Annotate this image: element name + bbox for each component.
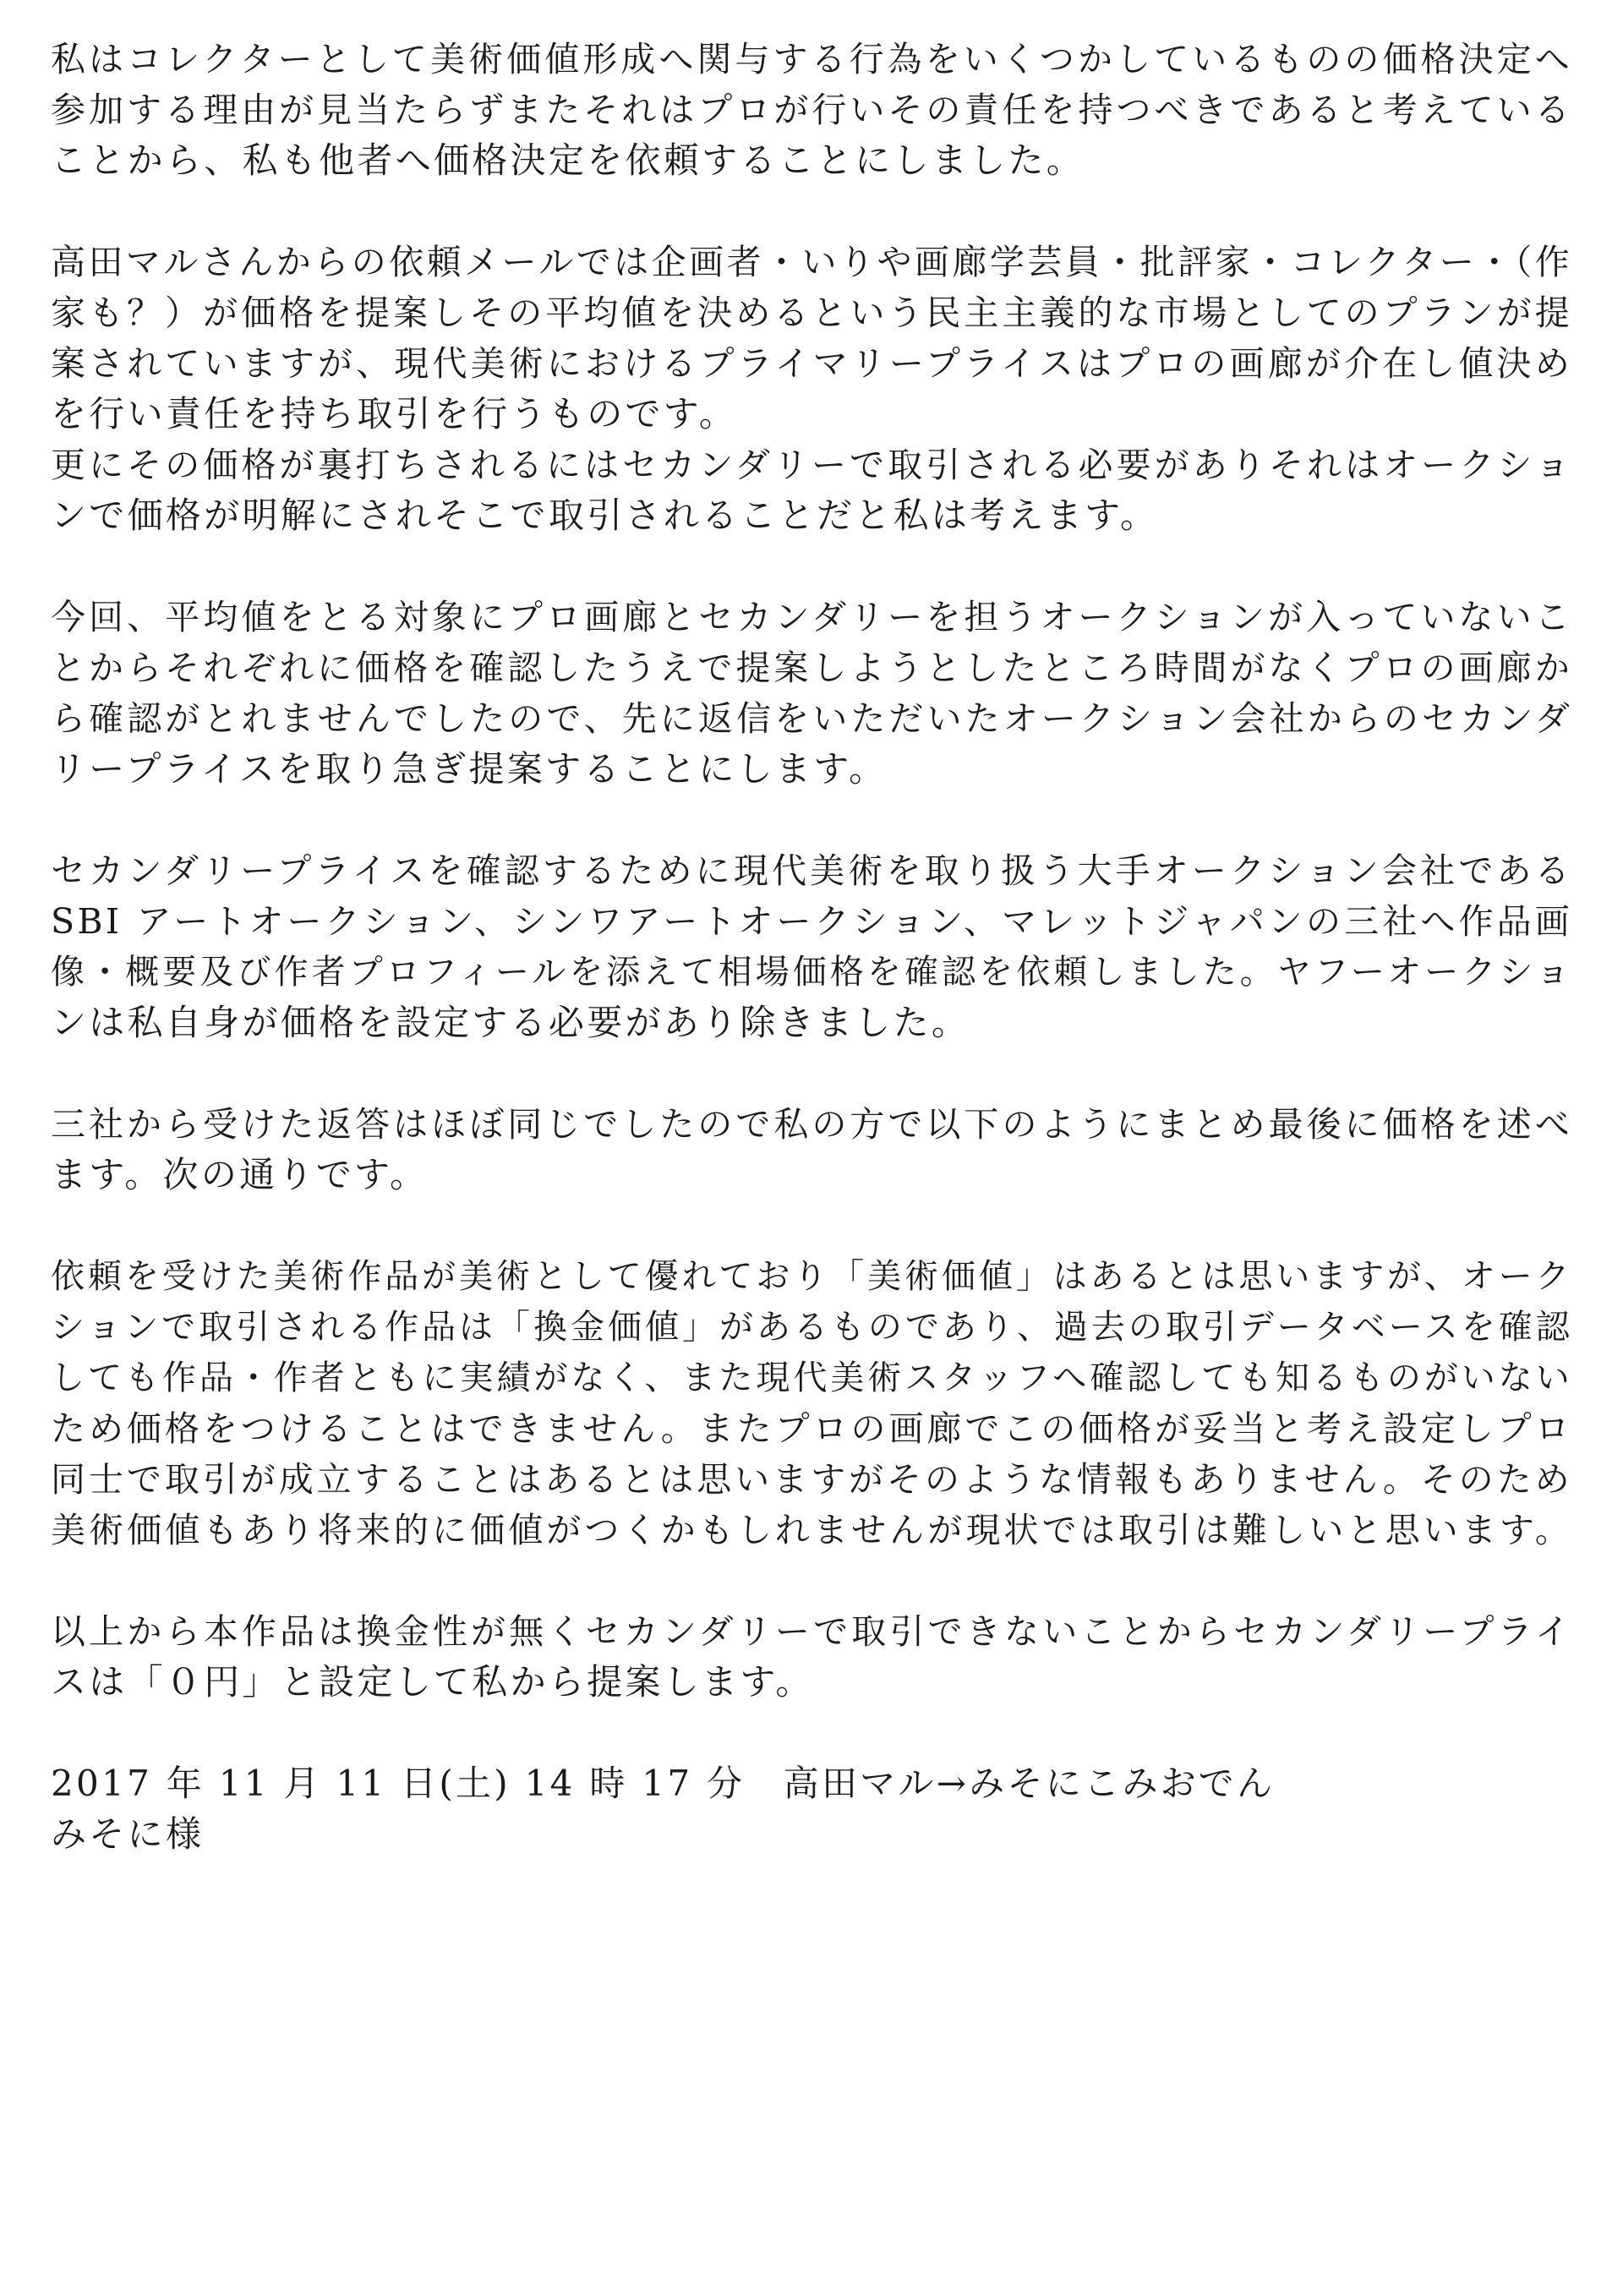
text-line: 美術価値もあり将来的に価値がつくかもしれませんが現状では取引は難しいと思います。 (51, 1510, 1572, 1550)
text-line: ます。次の通りです。 (51, 1154, 429, 1195)
text-line: 家も？）が価格を提案しその平均値を決めるという民主主義的な市場としてのプランが提 (51, 292, 1572, 333)
paragraph-gap (51, 541, 1572, 592)
text-line: スは「０円」と設定して私から提案します。 (51, 1661, 814, 1703)
text-line: 像・概要及び作者プロフィールを添えて相場価格を確認を依頼しました。ヤフーオークショ (51, 953, 1572, 992)
top-spacer (51, 0, 1572, 34)
text-line: リープライスを取り急ぎ提案することにします。 (51, 748, 888, 790)
text-line: 依頼を受けた美術作品が美術として優れており「美術価値」はあるとは思いますが、オーク (51, 1257, 1572, 1296)
text-line: 三社から受けた返答はほぼ同じでしたので私の方で以下のようにまとめ最後に価格を述べ (51, 1104, 1572, 1145)
paragraph-average-target (51, 592, 1572, 795)
paragraph-gap (51, 1555, 1572, 1606)
text-line: を行い責任を持ち取引を行うものです。 (51, 393, 738, 435)
paragraph-auction-answer (51, 1251, 1572, 1555)
paragraph-gap (51, 795, 1572, 845)
paragraph-gap (51, 1708, 1572, 1758)
text-line: しても作品・作者ともに実績がなく、また現代美術スタッフへ確認しても知るものがいない (51, 1358, 1572, 1397)
paragraph-auction-houses (51, 845, 1572, 1048)
mail-datetime-line: 2017 年 11 月 11 日(土) 14 時 17 分 高田マル→みそにこみおでん (51, 1763, 1276, 1804)
paragraph-request-mail (51, 237, 1572, 541)
text-line: 高田マルさんからの依頼メールでは企画者・いりや画廊学芸員・批評家・コレクター・（作 (51, 242, 1572, 282)
text-line: ら確認がとれませんでしたので、先に返信をいただいたオークション会社からのセカンダ (51, 698, 1572, 739)
text-line: ンで価格が明解にされそこで取引されることだと私は考えます。 (51, 495, 1159, 536)
text-line: とからそれぞれに価格を確認したうえで提案しようとしたところ時間がなくプロの画廊か (51, 648, 1572, 688)
text-line: 更にその価格が裏打ちされるにはセカンダリーで取引される必要がありそれはオークショ (51, 445, 1572, 485)
paragraph-three-replies (51, 1099, 1572, 1200)
text-line: SBI アートオークション、シンワアートオークション、マレットジャパンの三社へ作品画 (51, 901, 1572, 942)
paragraph-gap (51, 186, 1572, 237)
mail-header (51, 1758, 1572, 1860)
document-body (51, 0, 1572, 1860)
paragraph-conclusion (51, 1606, 1572, 1708)
text-line: セカンダリープライスを確認するために現代美術を取り扱う大手オークション会社である (51, 850, 1572, 891)
paragraph-gap (51, 1200, 1572, 1251)
text-line: 案されていますが、現代美術におけるプライマリープライスはプロの画廊が介在し値決め (51, 343, 1572, 384)
text-line: 同士で取引が成立することはあるとは思いますがそのような情報もありません。そのため (51, 1459, 1572, 1500)
text-line: ことから、私も他者へ価格決定を依頼することにしました。 (51, 139, 1085, 181)
text-line: ションで取引される作品は「換金価値」があるものであり、過去の取引データベースを確認 (51, 1308, 1572, 1347)
mail-salutation: みそに様 (51, 1813, 205, 1855)
text-line: 今回、平均値をとる対象にプロ画廊とセカンダリーを担うオークションが入っていないこ (51, 597, 1572, 637)
paragraph-gap (51, 1048, 1572, 1099)
text-line: 私はコレクターとして美術価値形成へ関与する行為をいくつかしているものの価格決定へ (51, 39, 1572, 79)
text-line: ため価格をつけることはできません。またプロの画廊でこの価格が妥当と考え設定しプロ (51, 1408, 1572, 1449)
text-line: ンは私自身が価格を設定する必要があり除きました。 (51, 1002, 970, 1043)
text-line: 参加する理由が見当たらずまたそれはプロが行いその責任を持つべきであると考えている (51, 90, 1572, 130)
text-line: 以上から本作品は換金性が無くセカンダリーで取引できないことからセカンダリープライ (51, 1611, 1572, 1652)
paragraph-collector-intro (51, 34, 1572, 186)
